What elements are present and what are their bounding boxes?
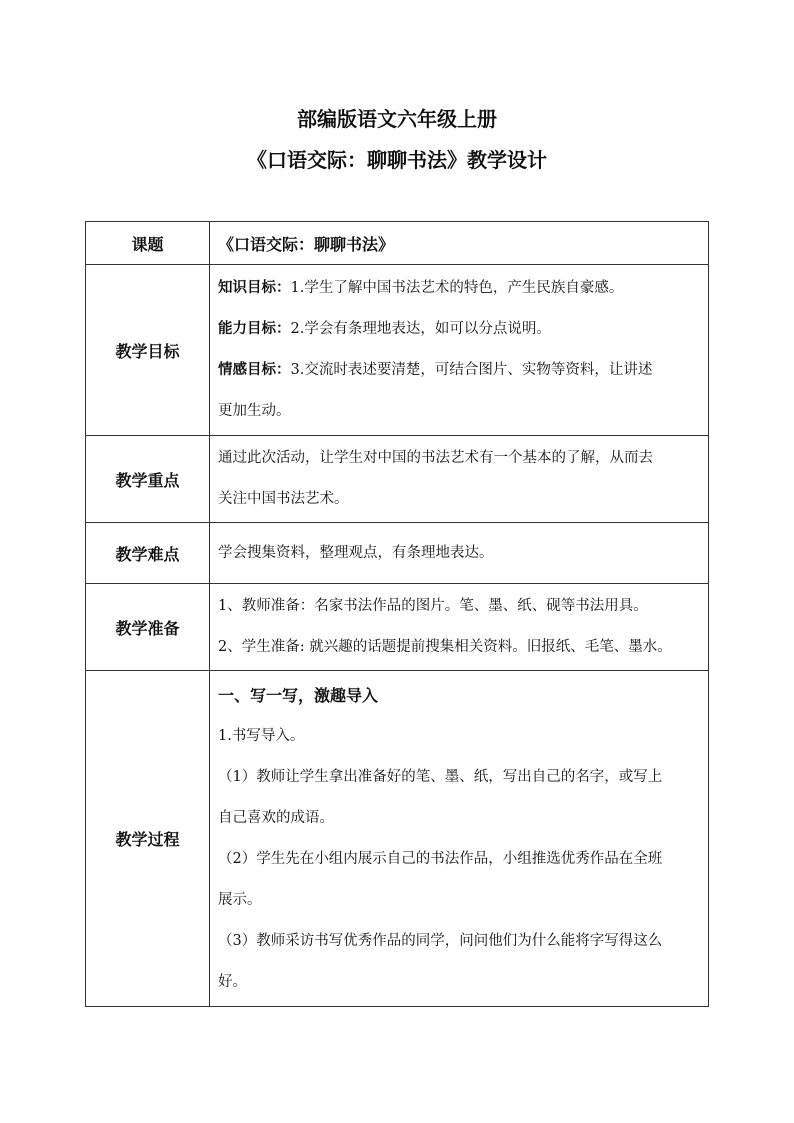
row-course	[86, 222, 709, 265]
key-points-cell	[210, 436, 709, 523]
goal-knowledge-text: 1.学生了解中国书法艺术的特色，产生民族自豪感。	[290, 280, 624, 296]
process-line: 自己喜欢的成语。	[218, 809, 334, 826]
preparation-cell	[210, 584, 709, 671]
process-label: 教学过程	[86, 671, 210, 1007]
process-line: （3）教师采访书写优秀作品的同学，问问他们为什么能将字写得这么	[218, 932, 663, 949]
preparation-label: 教学准备	[86, 584, 210, 671]
process-line: 展示。	[218, 891, 262, 908]
preparation-line: 1、教师准备：名家书法作品的图片。笔、墨、纸、砚等书法用具。	[218, 598, 648, 614]
row-difficulties	[86, 523, 709, 584]
process-cell	[210, 671, 709, 1007]
document-subtitle: 《口语交际：聊聊书法》教学设计	[247, 148, 547, 172]
goal-ability-prefix: 能力目标：	[218, 321, 291, 337]
row-goals	[86, 265, 709, 436]
preparation-line: 2、学生准备: 就兴趣的话题提前搜集相关资料。旧报纸、毛笔、墨水。	[218, 639, 672, 655]
course-label: 课题	[86, 222, 210, 265]
difficulties-line: 学会搜集资料，整理观点，有条理地表达。	[218, 544, 494, 561]
key-points-line: 关注中国书法艺术。	[218, 491, 349, 507]
lesson-plan-table	[85, 221, 709, 1007]
process-line: （2）学生先在小组内展示自己的书法作品，小组推选优秀作品在全班	[218, 850, 663, 867]
key-points-line: 通过此次活动，让学生对中国的书法艺术有一个基本的了解，从而去	[218, 450, 653, 466]
course-cell	[210, 222, 709, 265]
goal-emotion-continuation: 更加生动。	[218, 403, 291, 419]
row-key-points	[86, 436, 709, 523]
goal-ability-text: 2.学会有条理地表达，如可以分点说明。	[290, 321, 551, 337]
goal-knowledge	[218, 268, 702, 309]
goal-knowledge-prefix: 知识目标：	[218, 280, 291, 296]
process-line: （1）教师让学生拿出准备好的笔、墨、纸，写出自己的名字，或写上	[218, 768, 663, 785]
goal-emotion	[218, 350, 702, 391]
difficulties-label: 教学难点	[86, 523, 210, 584]
difficulties-cell	[210, 523, 709, 584]
goals-label: 教学目标	[86, 265, 210, 436]
document-title: 部编版语文六年级上册	[297, 107, 497, 131]
goal-emotion-prefix: 情感目标：	[218, 362, 291, 378]
goals-cell	[210, 265, 709, 436]
process-section-heading: 一、写一写，激趣导入	[218, 685, 379, 705]
process-line: 好。	[218, 973, 247, 990]
row-preparation	[86, 584, 709, 671]
key-points-label: 教学重点	[86, 436, 210, 523]
process-line: 1.书写导入。	[218, 727, 305, 744]
row-process	[86, 671, 709, 1007]
goal-ability	[218, 309, 702, 350]
course-title: 《口语交际：聊聊书法》	[218, 234, 395, 254]
goal-emotion-text: 3.交流时表述要清楚，可结合图片、实物等资料，让讲述	[290, 362, 653, 378]
